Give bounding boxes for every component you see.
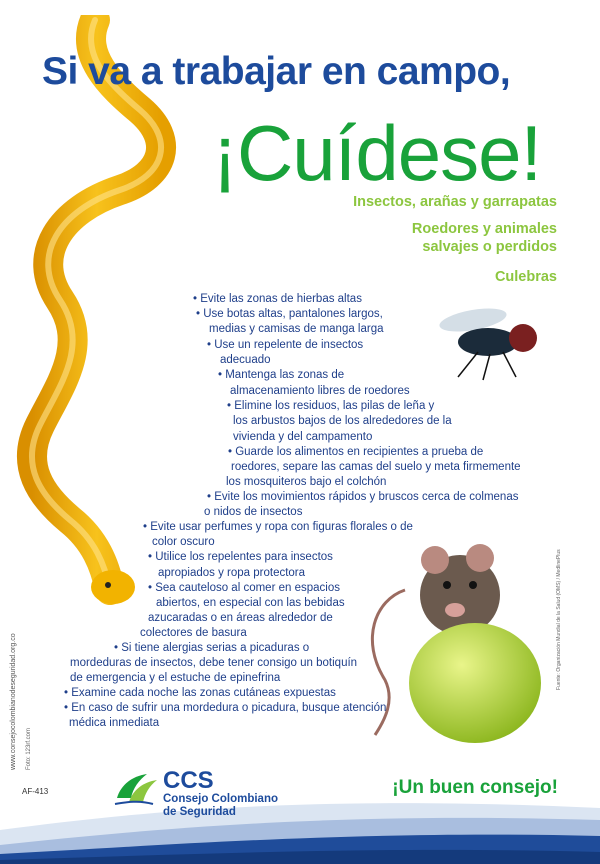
- tip-line: los mosquiteros bajo el colchón: [226, 476, 387, 488]
- apple-illustration: [405, 618, 545, 748]
- tip-line: azucaradas o en áreas alrededor de: [148, 612, 333, 624]
- tip-line: mordeduras de insectos, debe tener consigo un botiquín: [70, 657, 358, 669]
- source-note: Fuente: Organización Mundial de la Salud (OMS) / MedlinePlus: [556, 549, 562, 690]
- logo-name-line1: Consejo Colombiano: [163, 793, 278, 805]
- tip-line: adecuado: [220, 354, 271, 366]
- page-title: Si va a trabajar en campo,: [42, 50, 511, 93]
- ccs-logo-icon: [113, 768, 159, 808]
- tip-line: colectores de basura: [140, 627, 247, 639]
- tip-line: color oscuro: [152, 536, 215, 548]
- photo-credit: Foto: 123rf.com: [26, 727, 32, 770]
- tip-line: almacenamiento libres de roedores: [230, 385, 410, 397]
- tip-line: o nidos de insectos: [204, 506, 303, 518]
- topic-snakes: Culebras: [494, 269, 557, 285]
- topic-insects: Insectos, arañas y garrapatas: [353, 194, 557, 210]
- tip-line: de emergencia y el estuche de epinefrina: [70, 672, 281, 684]
- tip-line: • Elimine los residuos, las pilas de leña y: [227, 400, 435, 412]
- website-text: www.consejocolombianodeseguridad.org.co: [10, 633, 17, 770]
- tip-line: • Evite las zonas de hierbas altas: [193, 293, 362, 305]
- topic-rodents: [412, 220, 557, 256]
- topic-rodents-line1: Roedores y animales: [411, 221, 557, 237]
- tip-line: • Use botas altas, pantalones largos,: [196, 308, 383, 320]
- tip-line: • Use un repelente de insectos: [207, 339, 364, 351]
- tip-line: vivienda y del campamento: [233, 431, 373, 443]
- logo-name-line2: de Seguridad: [163, 806, 236, 818]
- tip-line: • Mantenga las zonas de: [218, 369, 345, 381]
- tip-line: • Sea cauteloso al comer en espacios: [148, 582, 340, 594]
- footer-slogan: ¡Un buen consejo!: [392, 777, 558, 798]
- tip-line: médica inmediata: [69, 717, 160, 729]
- document-code: AF-413: [22, 787, 49, 796]
- tip-line: medias y camisas de manga larga: [209, 323, 384, 335]
- tip-line: • Evite los movimientos rápidos y bruscos cerca de colmenas: [207, 491, 519, 503]
- tip-line: abiertos, en especial con las bebidas: [156, 597, 345, 609]
- tip-line: • Si tiene alergias serias a picaduras o: [114, 642, 310, 654]
- tip-line: • En caso de sufrir una mordedura o picadura, busque atención: [64, 702, 387, 714]
- tip-line: apropiados y ropa protectora: [158, 567, 306, 579]
- topic-rodents-line2: salvajes o perdidos: [422, 239, 557, 255]
- tip-line: • Utilice los repelentes para insectos: [148, 551, 333, 563]
- ccs-logo: [113, 768, 283, 822]
- logo-abbr: CCS: [163, 767, 214, 794]
- page-subtitle: ¡Cuídese!: [212, 109, 542, 197]
- tip-line: • Guarde los alimentos en recipientes a prueba de: [228, 446, 484, 458]
- tip-line: • Examine cada noche las zonas cutáneas expuestas: [64, 687, 336, 699]
- tip-line: los arbustos bajos de los alrededores de la: [233, 415, 452, 427]
- tip-line: • Evite usar perfumes y ropa con figuras florales o de: [143, 521, 413, 533]
- bottom-wave-decoration: [0, 790, 600, 864]
- fly-illustration: [428, 302, 548, 382]
- tip-line: roedores, separe las camas del suelo y meta firmemente: [231, 461, 521, 473]
